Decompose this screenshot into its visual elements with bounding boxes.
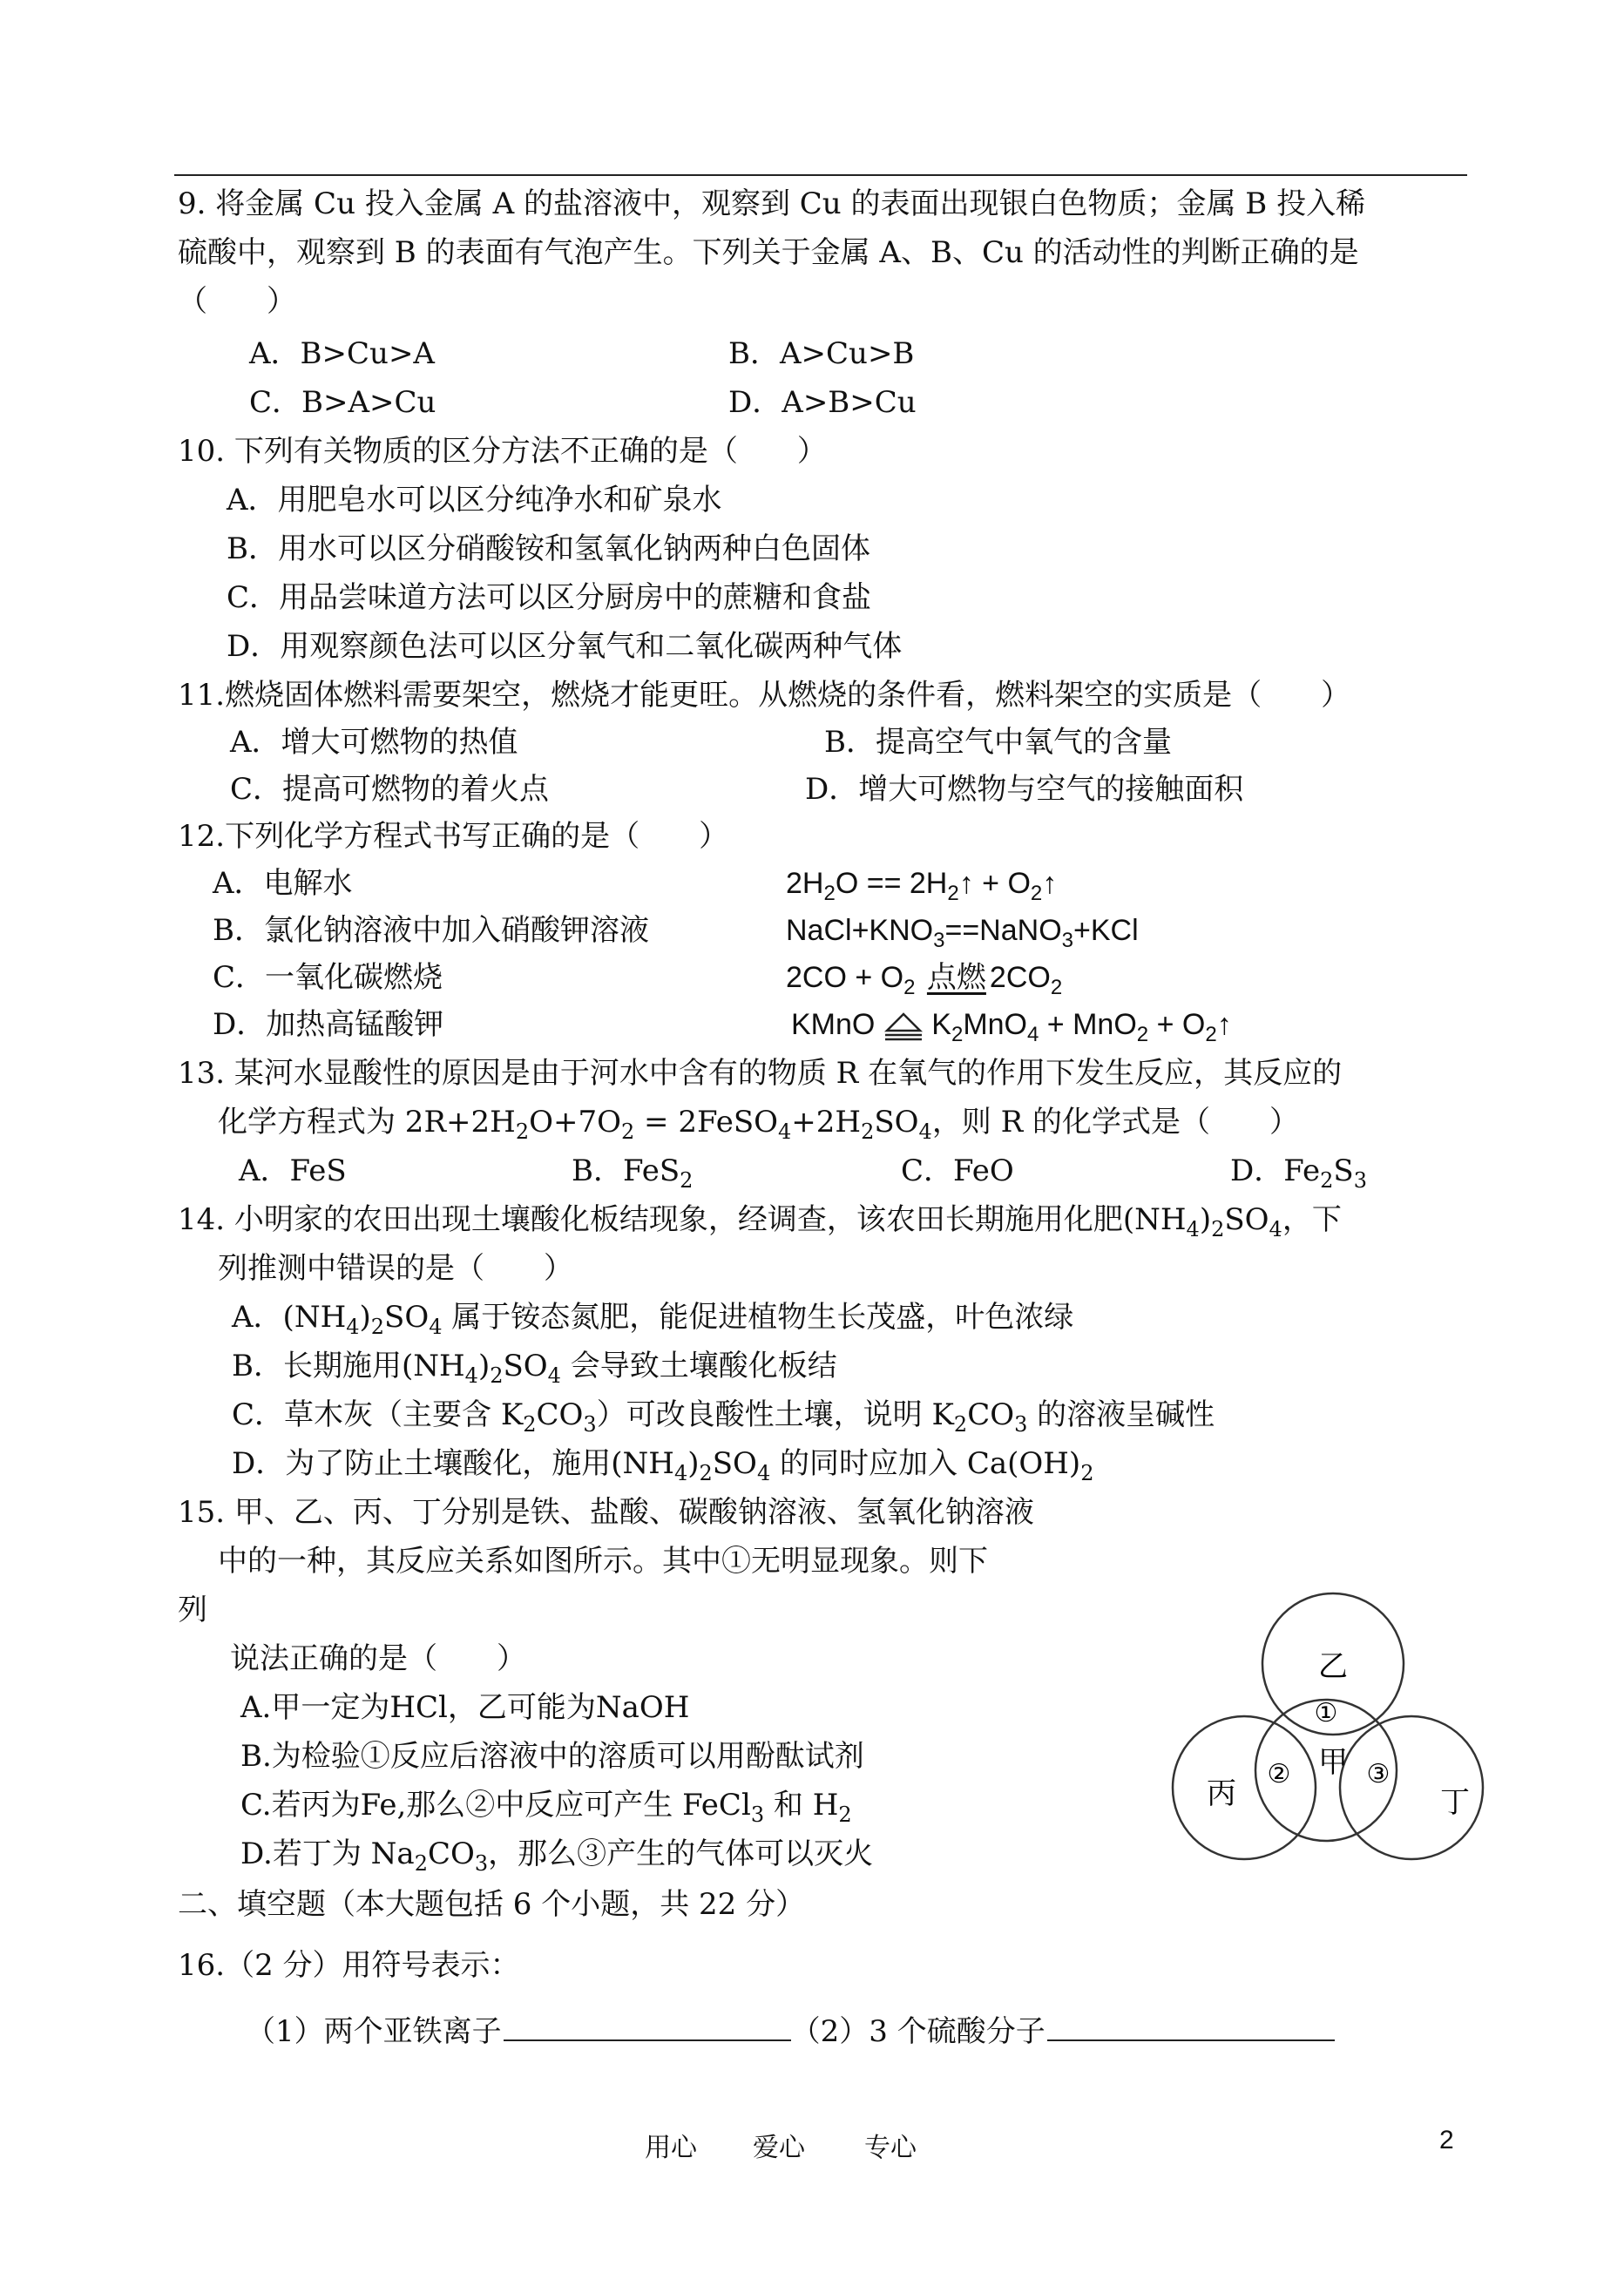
q16-answer-blank-1[interactable] [504,2013,791,2041]
q12-equation-c: $2CO + O_2$ 点燃 $2CO_2$ [786,958,1062,997]
q16-part1: （1）两个亚铁离子 [246,2014,502,2049]
page-number: 2 [1439,2126,1454,2154]
q14-option-d: D．为了防止土壤酸化，施用$(NH_4)_2SO_4$ 的同时应加入 $Ca(OH)_2$ [232,1446,1094,1485]
q10-stem: 10. 下列有关物质的区分方法不正确的是（ ） [178,434,827,469]
footer-a: 用心 [645,2133,697,2163]
q13-option-a: A．FeS [239,1153,347,1188]
q14-option-c: C．草木灰（主要含 $K_2CO_3$）可改良酸性土壤，说明 $K_2CO_3$ 的溶液呈碱性 [232,1397,1215,1437]
q15-line4: 说法正确的是（ ） [230,1641,526,1676]
q11-option-c: C．提高可燃物的着火点 [230,772,550,807]
q15-line1: 15. 甲、乙、丙、丁分别是铁、盐酸、碳酸钠溶液、氢氧化钠溶液 [178,1495,1034,1530]
reaction-condition: 点燃 [926,961,986,994]
q12-stem: 12.下列化学方程式书写正确的是（ ） [178,819,729,854]
q16-answer-blank-2[interactable] [1047,2013,1335,2041]
q15-line2: 中的一种，其反应关系如图所示。其中①无明显现象。则下 [218,1544,988,1579]
footer-c: 专心 [864,2133,917,2163]
q16-items [246,2012,1335,2051]
q9-option-c: C．B>A>Cu [249,385,436,420]
heat-triangle-icon [883,1011,924,1041]
q9-option-b: B．A>Cu>B [728,336,915,371]
label-bing: 丙 [1207,1776,1236,1811]
q11-option-a: A．增大可燃物的热值 [230,725,518,760]
q10-option-b: B．用水可以区分硝酸铵和氢氧化钠两种白色固体 [227,531,870,566]
q13-option-c: C．FeO [901,1153,1014,1188]
q15-option-c: C.若丙为Fe,那么②中反应可产生 FeCl$_3$ 和 $H_2$ [240,1788,852,1827]
q16-part2: （2）3 个硫酸分子 [790,2014,1045,2049]
q9-option-a: A．B>Cu>A [249,336,435,371]
q13-line2: 化学方程式为 $2R+2H_2O+7O_2$ = $2FeSO_4+2H_2SO_4$，则 R 的化学式是（ ） [218,1105,1300,1144]
header-rule [174,174,1467,176]
q10-option-c: C．用品尝味道方法可以区分厨房中的蔗糖和食盐 [227,580,872,615]
footer-b: 爱心 [753,2133,805,2163]
q9-line2: 硫酸中，观察到 B 的表面有气泡产生。下列关于金属 A、B、Cu 的活动性的判断正确的是 [178,235,1359,270]
q10-option-a: A．用肥皂水可以区分纯净水和矿泉水 [227,483,722,517]
q9-option-d: D．A>B>Cu [728,385,917,420]
circle-bing [1173,1716,1316,1859]
q14-option-b: B．长期施用$(NH_4)_2SO_4$ 会导致土壤酸化板结 [232,1349,837,1388]
q13-line1: 13. 某河水显酸性的原因是由于河水中含有的物质 R 在氧气的作用下发生反应，其反应的 [178,1056,1343,1091]
q11-stem: 11.燃烧固体燃料需要架空，燃烧才能更旺。从燃烧的条件看，燃料架空的实质是（ ） [178,678,1351,713]
q12-equation-b: $NaCl+KNO_3==NaNO_3+KCl$ [786,914,1139,952]
q14-option-a: A．$(NH_4)_2SO_4$ 属于铵态氮肥，能促进植物生长茂盛，叶色浓绿 [232,1300,1074,1339]
q16-stem: 16.（2 分）用符号表示： [178,1948,520,1983]
q12-option-a: A．电解水 [213,866,353,901]
q14-line1: 14. 小明家的农田出现土壤酸化板结现象，经调查，该农田长期施用化肥$(NH_4)_2SO_4$，下 [178,1202,1342,1241]
q15-option-a: A.甲一定为HCl，乙可能为NaOH [240,1690,690,1725]
label-ding: 丁 [1440,1785,1470,1820]
q13-option-b: B．FeS$_2$ [572,1153,694,1193]
marker-3: ③ [1366,1759,1391,1789]
q12-option-d: D．加热高锰酸钾 [213,1007,444,1042]
q11-option-b: B．提高空气中氧气的含量 [824,725,1172,760]
q12-option-b: B．氯化钠溶液中加入硝酸钾溶液 [213,913,649,948]
label-jia: 甲 [1318,1745,1348,1780]
q12-option-c: C．一氧化碳燃烧 [213,960,443,995]
marker-1: ① [1314,1698,1338,1728]
q9-line3: （ ） [178,284,296,319]
q15-line3: 列 [178,1593,207,1627]
q15-option-d: D.若丁为 $Na_2CO_3$，那么③产生的气体可以灭火 [240,1836,874,1876]
q15-circle-diagram [1167,1586,1516,1899]
q13-option-d: D．$Fe_2S_3$ [1230,1153,1367,1193]
q15-option-b: B.为检验①反应后溶液中的溶质可以用酚酞试剂 [240,1739,864,1774]
q10-option-d: D．用观察颜色法可以区分氧气和二氧化碳两种气体 [227,629,903,664]
label-yi: 乙 [1318,1649,1348,1684]
q12-equation-d: KMnO $K_2MnO_4 + MnO_2$ + $O_2↑$ [791,1008,1232,1046]
section2-heading: 二、填空题（本大题包括 6 个小题，共 22 分） [178,1887,806,1922]
marker-2: ② [1267,1759,1291,1789]
q12-equation-a: $2H_2O$ == $2H_2↑$ + $O_2↑$ [786,867,1058,905]
q9-line1: 9. 将金属 Cu 投入金属 A 的盐溶液中，观察到 Cu 的表面出现银白色物质；金属 B 投入稀 [178,186,1366,221]
q14-line2: 列推测中错误的是（ ） [218,1251,573,1286]
q11-option-d: D．增大可燃物与空气的接触面积 [805,772,1244,807]
